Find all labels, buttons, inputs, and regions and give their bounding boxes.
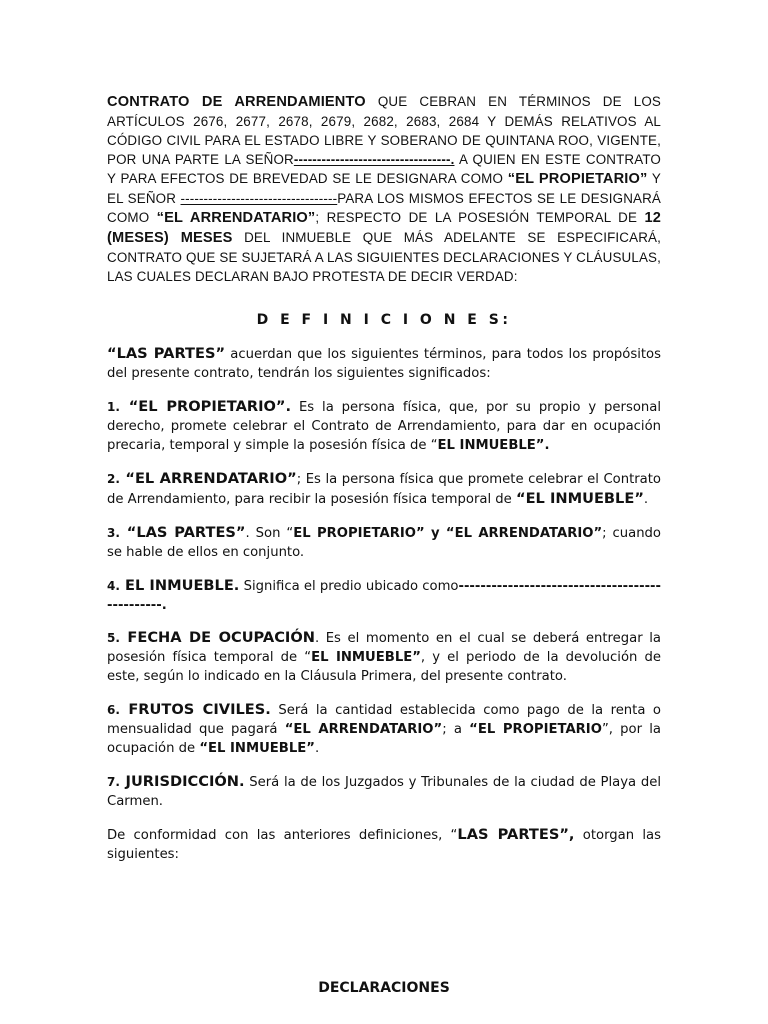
definition-item: 3. “LAS PARTES”. Son “EL PROPIETARIO” y “EL ARRENDATARIO”; cuando se hable de ellos en conjunto.	[107, 524, 661, 560]
property-location-blank: -----------------------------------------------.	[107, 579, 661, 613]
definitions-heading: D E F I N I C I O N E S:	[256, 312, 512, 328]
contract-intro: CONTRATO DE ARRENDAMIENTO QUE CEBRAN EN TÉRMINOS DE LOS ARTÍCULOS 2676, 2677, 2678, 2679, 2682, 2683, 2684 Y DEMÁS RELATIVOS AL CÓDIGO CIVIL PARA EL ESTADO LIBRE Y SOBERANO DE QUINTANA ROO, VIGENTE, POR UNA PARTE LA SEÑOR----------------------------------. A QUIEN EN ESTE CONTRATO Y PARA EFECTOS DE BREVEDAD SE LE DESIGNARA COMO “EL PROPIETARIO” Y EL SEÑOR ----------------------------------PARA LOS MISMOS EFECTOS SE LE DESIGNARÁ COMO “EL ARRENDATARIO”; RESPECTO DE LA POSESIÓN TEMPORAL DE 12 (MESES) MESES DEL INMUEBLE QUE MÁS ADELANTE SE ESPECIFICARÁ, CONTRATO QUE SE SUJETARÁ A LAS SIGUIENTES DECLARACIONES Y CLÁUSULAS, LAS CUALES DECLARAN BAJO PROTESTA DE DECIR VERDAD:	[107, 94, 662, 284]
definitions-lead: “LAS PARTES” acuerdan que los siguientes términos, para todos los propósitos del presente contrato, tendrán los siguientes significados:	[107, 345, 661, 381]
contract-title: CONTRATO DE ARRENDAMIENTO	[107, 94, 366, 110]
definition-item: 2. “EL ARRENDATARIO”; Es la persona física que promete celebrar el Contrato de Arrendamiento, para recibir la posesión física temporal de “EL INMUEBLE”.	[107, 470, 661, 507]
definition-item: 6. FRUTOS CIVILES. Será la cantidad establecida como pago de la renta o mensualidad que pagará “EL ARRENDATARIO”; a “EL PROPIETARIO”, por la ocupación de “EL INMUEBLE”.	[107, 701, 662, 756]
definition-item: 4. EL INMUEBLE. Significa el predio ubicado como-----------------------------------------------.	[107, 577, 661, 613]
closing-paragraph: De conformidad con las anteriores definiciones, “LAS PARTES”, otorgan las siguientes:	[107, 826, 661, 862]
tenant-name-blank: ----------------------------------	[180, 191, 338, 206]
document-body	[107, 92, 661, 864]
owner-name-blank: ----------------------------------.	[293, 152, 455, 167]
definition-item: 1. “EL PROPIETARIO”. Es la persona física, que, por su propio y personal derecho, promete celebrar el Contrato de Arrendamiento, para dar en ocupación precaria, temporal y simple la posesión física de “EL INMUEBLE”.	[107, 398, 661, 453]
definition-item: 7. JURISDICCIÓN. Será la de los Juzgados y Tribunales de la ciudad de Playa del Carmen.	[107, 773, 661, 809]
declaraciones-heading: DECLARACIONES	[318, 980, 450, 996]
definition-item: 5. FECHA DE OCUPACIÓN. Es el momento en el cual se deberá entregar la posesión física temporal de “EL INMUEBLE”, y el periodo de la devolución de este, según lo indicado en la Cláusula Primera, del presente contrato.	[107, 629, 661, 684]
lease-term: 12 (MESES) MESES	[107, 210, 661, 246]
